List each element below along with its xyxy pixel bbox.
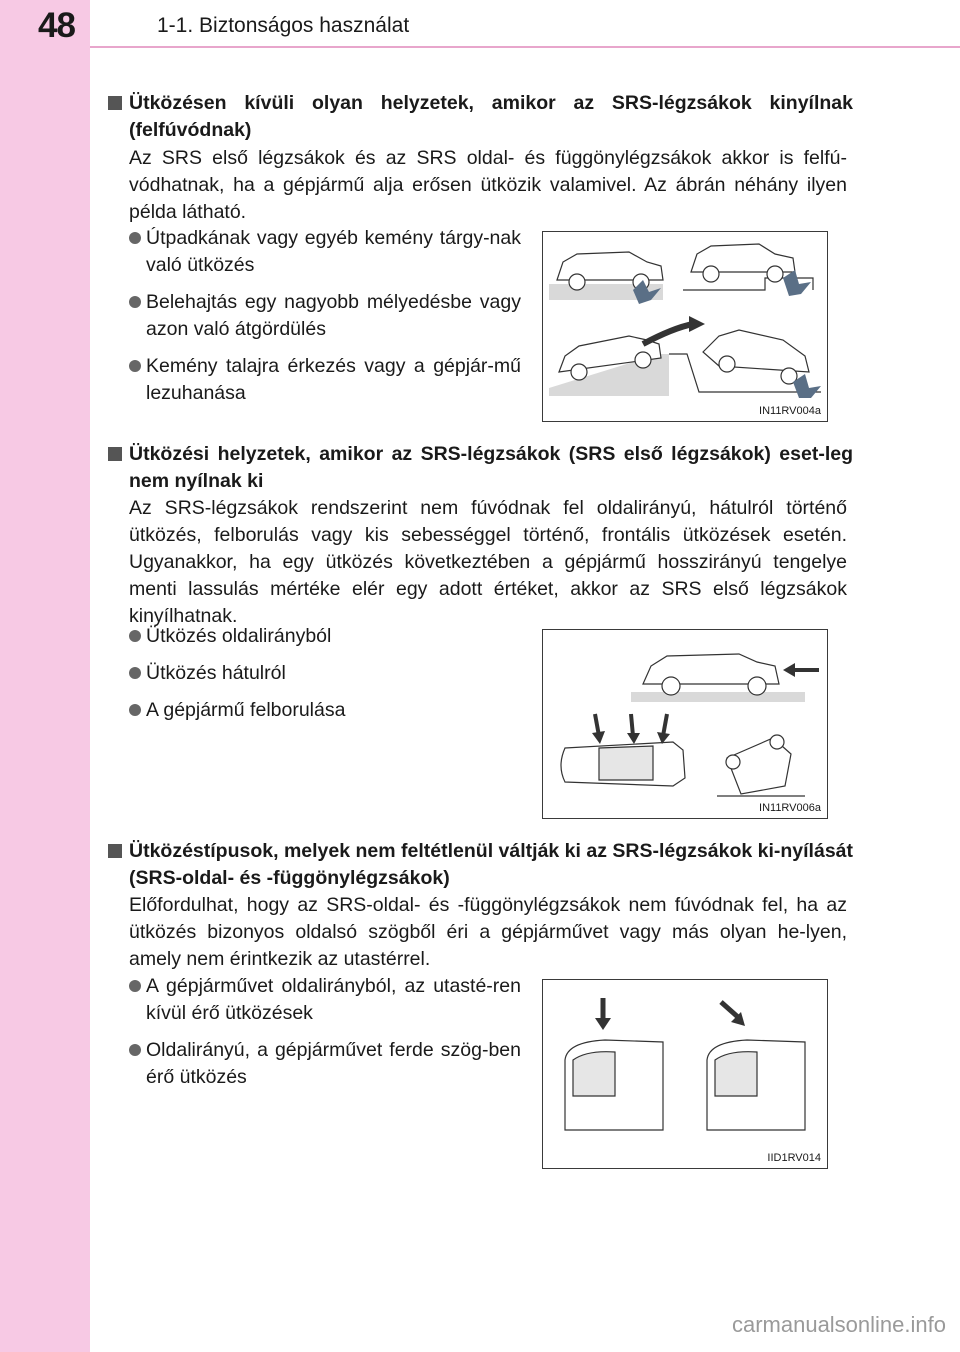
figure-airbag-no-deploy-situations — [542, 629, 828, 819]
section-heading-text: Ütközési helyzetek, amikor az SRS-légzsákok (SRS első légzsákok) eset-leg nem nyílnak ki — [129, 443, 853, 492]
figure-airbag-deploy-situations — [542, 231, 828, 422]
bullet-text: Útpadkának vagy egyéb kemény tárgy-nak való ütközés — [146, 227, 521, 276]
round-bullet-icon — [129, 360, 141, 372]
square-bullet-icon — [108, 96, 122, 110]
bullet-item — [129, 1037, 521, 1091]
bullet-item — [129, 973, 521, 1027]
watermark: carmanualsonline.info — [731, 1312, 946, 1337]
round-bullet-icon — [129, 296, 141, 308]
section-heading — [108, 441, 853, 495]
square-bullet-icon — [108, 844, 122, 858]
bullet-text: Ütközés oldalirányból — [146, 625, 332, 647]
car-illustration — [543, 630, 827, 818]
bullet-item — [129, 225, 521, 279]
round-bullet-icon — [129, 667, 141, 679]
bullet-list — [129, 623, 521, 734]
figure-code: IN11RV004a — [759, 405, 821, 417]
bullet-text: A gépjárművet oldalirányból, az utasté-ren kívül érő ütközések — [146, 975, 521, 1024]
running-header: 1-1. Biztonságos használat — [157, 14, 410, 37]
section-paragraph: Az SRS első légzsákok és az SRS oldal- és függönylégzsákok akkor is felfú-vódhatnak, ha a gépjármű alja erősen ütközik valamivel. Az ábrán néhány ilyen példa látható. — [129, 147, 847, 223]
bullet-item — [129, 697, 521, 724]
figure-code: IN11RV006a — [759, 802, 821, 814]
round-bullet-icon — [129, 980, 141, 992]
round-bullet-icon — [129, 630, 141, 642]
section-heading-text: Ütközéstípusok, melyek nem feltétlenül váltják ki az SRS-légzsákok ki-nyílását (SRS-oldal- és -függönylégzsákok) — [129, 840, 853, 889]
car-illustration — [543, 232, 827, 421]
bullet-text: Ütközés hátulról — [146, 662, 286, 684]
section-paragraph: Az SRS-légzsákok rendszerint nem fúvódnak fel oldalirányú, hátulról történő ütközés, felborulás vagy kis sebességgel történő, frontális ütközések esetén. Ugyanakkor, ha egy ütközés következtében a gépjármű hosszirányú tengelye menti lassulás mértéke elér egy adott értéket, akkor az SRS első légzsákok kinyílhatnak. — [129, 497, 847, 627]
section-paragraph: Előfordulhat, hogy az SRS-oldal- és -függönylégzsákok nem fúvódnak fel, ha az ütközés bizonyos oldalsó szögből éri a gépjárművet vagy más olyan he-lyen, amely nem érintkezik az utastérrel. — [129, 894, 847, 970]
bullet-item — [129, 289, 521, 343]
section-heading-text: Ütközésen kívüli olyan helyzetek, amikor az SRS-légzsákok kinyílnak (felfúvódnak) — [129, 92, 853, 141]
square-bullet-icon — [108, 447, 122, 461]
section-heading — [108, 838, 853, 892]
side-tab-bar — [0, 0, 90, 1352]
bullet-item — [129, 623, 521, 650]
section-heading — [108, 90, 853, 144]
round-bullet-icon — [129, 232, 141, 244]
figure-code: IID1RV014 — [767, 1152, 821, 1164]
bullet-text: Kemény talajra érkezés vagy a gépjár-mű lezuhanása — [146, 355, 521, 404]
round-bullet-icon — [129, 1044, 141, 1056]
bullet-text: Belehajtás egy nagyobb mélyedésbe vagy azon való átgördülés — [146, 291, 521, 340]
bullet-text: A gépjármű felborulása — [146, 699, 346, 721]
header-rule — [90, 46, 960, 48]
figure-side-impact-types — [542, 979, 828, 1169]
bullet-list — [129, 973, 521, 1101]
car-illustration — [543, 980, 827, 1168]
round-bullet-icon — [129, 704, 141, 716]
page-number: 48 — [38, 6, 75, 45]
bullet-list — [129, 225, 521, 417]
bullet-item — [129, 660, 521, 687]
bullet-text: Oldalirányú, a gépjárművet ferde szög-ben érő ütközés — [146, 1039, 521, 1088]
bullet-item — [129, 353, 521, 407]
